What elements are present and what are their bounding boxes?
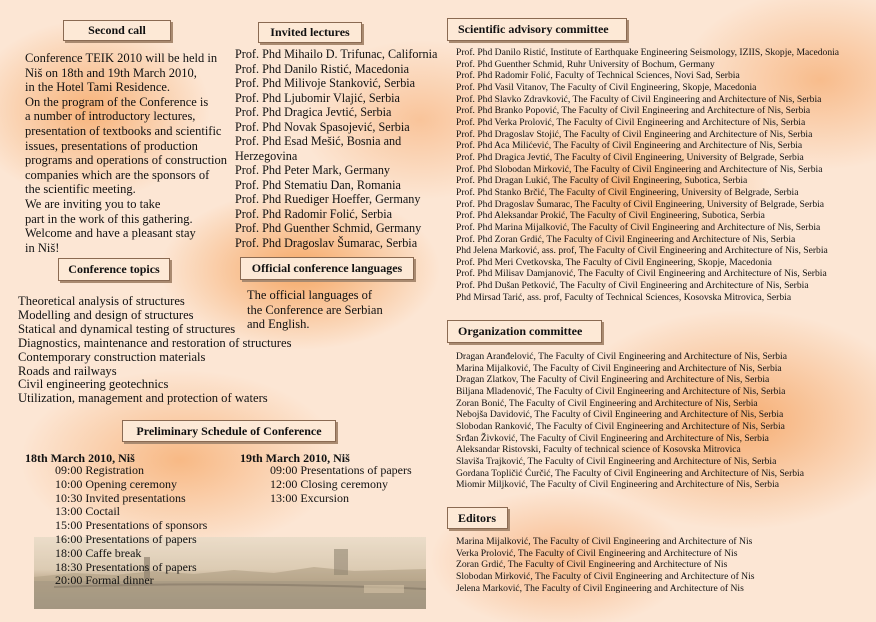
invited-lecturer-item: Prof. Phd Dragica Jevtić, Serbia bbox=[235, 105, 392, 119]
invited-lecturer-item: Prof. Phd Esad Mešić, Bosnia and bbox=[235, 134, 402, 148]
invited-lecturer-item: Prof. Phd Novak Spasojević, Serbia bbox=[235, 119, 410, 134]
editor-item: Zoran Grdić, The Faculty of Civil Engineering and Architecture of Nis bbox=[456, 559, 728, 571]
committee-member-item: Prof. Phd Dragan Lukić, The Faculty of Civil Engineering, Subotica, Serbia bbox=[456, 175, 748, 187]
day1-title: 18th March 2010, Niš bbox=[25, 451, 135, 465]
committee-member-item: Prof. Phd Dragica Jevtić, The Faculty of Civil Engineering, University of Belgrade, Serbia bbox=[456, 151, 804, 163]
editor-item: Slobodan Mirković, The Faculty of Civil Engineering and Architecture of Nis bbox=[456, 570, 755, 582]
editor-item: Jelena Marković, The Faculty of Civil Engineering and Architecture of Nis bbox=[456, 582, 744, 594]
committee-member-item: Prof. Phd Danilo Ristić, Institute of Earthquake Engineering Seismology, IZIIS, Skopje, Macedonia bbox=[456, 47, 840, 58]
committee-member-item: Aleksandar Ristovski, Faculty of technical science of Kosovska Mitrovica bbox=[456, 444, 741, 456]
committee-member-item: Prof. Phd Radomir Folić, Faculty of Technical Sciences, Novi Sad, Serbia bbox=[456, 70, 740, 82]
committee-member-item: Prof. Phd Verka Prolović, The Faculty of Civil Engineering and Architecture of Nis, Serbia bbox=[456, 116, 806, 128]
committee-member-item: Prof. Phd Dragoslav Šumarac, The Faculty of Civil Engineering, University of Belgrade, Serbia bbox=[456, 198, 825, 210]
invited-lecturer-item: Prof. Phd Guenther Schmid, Germany bbox=[235, 221, 422, 235]
schedule-item: 16:00 Presentations of papers bbox=[55, 531, 197, 546]
invited-lecturer-item: Prof. Phd Radomir Folić, Serbia bbox=[235, 206, 393, 221]
editors-list bbox=[456, 536, 755, 594]
invited-lecturer-item: Prof. Phd Peter Mark, Germany bbox=[235, 163, 391, 177]
schedule-item: 12:00 Closing ceremony bbox=[270, 476, 388, 491]
organization-committee-heading: Organization committee bbox=[447, 320, 602, 343]
topic-item: Statical and dynamical testing of structures bbox=[18, 321, 236, 336]
committee-member-item: Prof. Phd Aleksandar Prokić, The Faculty of Civil Engineering, Subotica, Serbia bbox=[456, 210, 765, 222]
committee-member-item: Prof. Phd Zoran Grdić, The Faculty of Civil Engineering and Architecture of Nis, Serbia bbox=[456, 233, 796, 245]
invited-lecturer-item: Herzegovina bbox=[235, 148, 298, 163]
committee-member-item: Phd Jelena Marković, ass. prof, The Faculty of Civil Engineering and Architecture of Nis, Serbia bbox=[456, 245, 828, 257]
topic-item: Civil engineering geotechnics bbox=[18, 377, 169, 392]
schedule-item: 15:00 Presentations of sponsors bbox=[55, 518, 208, 533]
day2-title: 19th March 2010, Niš bbox=[240, 451, 350, 465]
committee-member-item: Zoran Bonić, The Faculty of Civil Engineering and Architecture of Nis, Serbia bbox=[456, 397, 758, 409]
invited-lecturer-item: Prof. Phd Stematiu Dan, Romania bbox=[235, 177, 401, 192]
schedule-item: 10:30 Invited presentations bbox=[55, 490, 186, 505]
languages-heading: Official conference languages bbox=[240, 257, 414, 280]
committee-member-item: Prof. Phd Marina Mijalković, The Faculty of Civil Engineering and Architecture of Nis, Serbia bbox=[456, 221, 821, 233]
invited-lecturer-item: Prof. Phd Dragoslav Šumarac, Serbia bbox=[235, 235, 418, 250]
committee-member-item: Prof. Phd Aca Milićević, The Faculty of Civil Engineering and Architecture of Nis, Serbia bbox=[456, 140, 803, 152]
invited-lecturer-item: Prof. Phd Mihailo D. Trifunac, California bbox=[235, 47, 438, 61]
editors-heading: Editors bbox=[447, 507, 508, 529]
conference-topics-heading: Conference topics bbox=[58, 258, 170, 281]
schedule-heading: Preliminary Schedule of Conference bbox=[122, 420, 336, 442]
committee-member-item: Prof. Phd Guenther Schmid, Ruhr University of Bochum, Germany bbox=[456, 58, 715, 70]
second-call-text: Conference TEIK 2010 will be held in Niš on 18th and 19th March 2010, in the Hotel Tami Residence. On the program of the Conference is a number of introductory lectures, presentation of textbooks and scientific issues, presentations of production programs and operations of construction companies which are the sponsors of the scientific meeting. We are inviting you to take part in the work of this gathering. Welcome and have a pleasant stay in Niš! bbox=[25, 51, 228, 255]
schedule-item: 18:00 Caffe break bbox=[55, 545, 142, 560]
invited-lecturer-item: Prof. Phd Ljubomir Vlajić, Serbia bbox=[235, 90, 400, 105]
committee-member-item: Prof. Phd Vasil Vitanov, The Faculty of Civil Engineering, Skopje, Macedonia bbox=[456, 81, 757, 93]
committee-member-item: Biljana Mladenović, The Faculty of Civil Engineering and Architecture of Nis, Serbia bbox=[456, 385, 786, 397]
committee-member-item: Slobodan Ranković, The Faculty of Civil Engineering and Architecture of Nis, Serbia bbox=[456, 420, 785, 432]
committee-member-item: Gordana Topličić Ćurčić, The Faculty of Civil Engineering and Architecture of Nis, Serbia bbox=[456, 467, 804, 479]
topic-item: Contemporary construction materials bbox=[18, 349, 206, 364]
schedule-item: 18:30 Presentations of papers bbox=[55, 559, 197, 574]
schedule-item: 13:00 Excursion bbox=[270, 490, 349, 505]
schedule-item: 09:00 Registration bbox=[55, 463, 144, 477]
organization-committee-list bbox=[456, 351, 804, 491]
second-call-heading: Second call bbox=[63, 20, 171, 41]
invited-lecturer-item: Prof. Phd Danilo Ristić, Macedonia bbox=[235, 61, 409, 76]
committee-member-item: Srđan Živković, The Faculty of Civil Engineering and Architecture of Nis, Serbia bbox=[456, 432, 769, 444]
schedule-item: 09:00 Presentations of papers bbox=[270, 463, 412, 477]
invited-lectures-heading: Invited lectures bbox=[258, 22, 362, 43]
committee-member-item: Prof. Phd Slavko Zdravković, The Faculty of Civil Engineering and Architecture of Nis, Serbia bbox=[456, 93, 822, 105]
committee-member-item: Prof. Phd Meri Cvetkovska, The Faculty of Civil Engineering, Skopje, Macedonia bbox=[456, 256, 772, 268]
committee-member-item: Phd Mirsad Tarić, ass. prof, Faculty of Technical Sciences, Kosovska Mitrovica, Serbia bbox=[456, 291, 792, 303]
committee-member-item: Prof. Phd Dragoslav Stojić, The Faculty of Civil Engineering and Architecture of Nis, Serbia bbox=[456, 128, 813, 140]
languages-text: The official languages of the Conference are Serbian and English. bbox=[247, 288, 383, 331]
scientific-committee-heading: Scientific advisory committee bbox=[447, 18, 627, 41]
editor-item: Marina Mijalković, The Faculty of Civil Engineering and Architecture of Nis bbox=[456, 536, 753, 547]
committee-member-item: Prof. Phd Slobodan Mirković, The Faculty of Civil Engineering and Architecture of Nis, Serbia bbox=[456, 163, 823, 175]
topic-item: Theoretical analysis of structures bbox=[18, 294, 185, 308]
invited-lecturer-item: Prof. Phd Milivoje Stanković, Serbia bbox=[235, 76, 416, 90]
invited-lecturer-item: Prof. Phd Ruediger Hoeffer, Germany bbox=[235, 192, 421, 206]
invited-lectures-list bbox=[235, 47, 437, 250]
schedule-item: 20:00 Formal dinner bbox=[55, 573, 154, 588]
schedule-item: 10:00 Opening ceremony bbox=[55, 476, 177, 491]
topic-item: Roads and railways bbox=[18, 363, 117, 378]
topic-item: Modelling and design of structures bbox=[18, 307, 194, 322]
committee-member-item: Miomir Miljković, The Faculty of Civil Engineering and Architecture of Nis, Serbia bbox=[456, 479, 780, 491]
editor-item: Verka Prolović, The Faculty of Civil Engineering and Architecture of Nis bbox=[456, 547, 738, 559]
topic-item: Utilization, management and protection of waters bbox=[18, 391, 268, 406]
committee-member-item: Prof. Phd Dušan Petković, The Faculty of Civil Engineering and Architecture of Nis, Serbia bbox=[456, 280, 809, 292]
day2-schedule bbox=[270, 464, 412, 505]
committee-member-item: Marina Mijalković, The Faculty of Civil Engineering and Architecture of Nis, Serbia bbox=[456, 362, 782, 374]
scientific-committee-list bbox=[456, 47, 839, 303]
topic-item: Diagnostics, maintenance and restoration of structures bbox=[18, 335, 292, 350]
schedule-item: 13:00 Coctail bbox=[55, 504, 120, 519]
day1-schedule bbox=[55, 464, 207, 588]
committee-member-item: Slaviša Trajković, The Faculty of Civil Engineering and Architecture of Nis, Serbia bbox=[456, 455, 777, 467]
committee-member-item: Dragan Aranđelović, The Faculty of Civil Engineering and Architecture of Nis, Serbia bbox=[456, 351, 787, 362]
committee-member-item: Dragan Zlatkov, The Faculty of Civil Engineering and Architecture of Nis, Serbia bbox=[456, 374, 770, 386]
committee-member-item: Prof. Phd Milisav Damjanović, The Faculty of Civil Engineering and Architecture of Nis, Serbia bbox=[456, 268, 827, 280]
committee-member-item: Prof. Phd Branko Popović, The Faculty of Civil Engineering and Architecture of Nis, Serbia bbox=[456, 105, 811, 117]
committee-member-item: Prof. Phd Stanko Brčić, The Faculty of Civil Engineering, University of Belgrade, Serbia bbox=[456, 186, 799, 198]
committee-member-item: Nebojša Davidović, The Faculty of Civil Engineering and Architecture of Nis, Serbia bbox=[456, 409, 784, 421]
